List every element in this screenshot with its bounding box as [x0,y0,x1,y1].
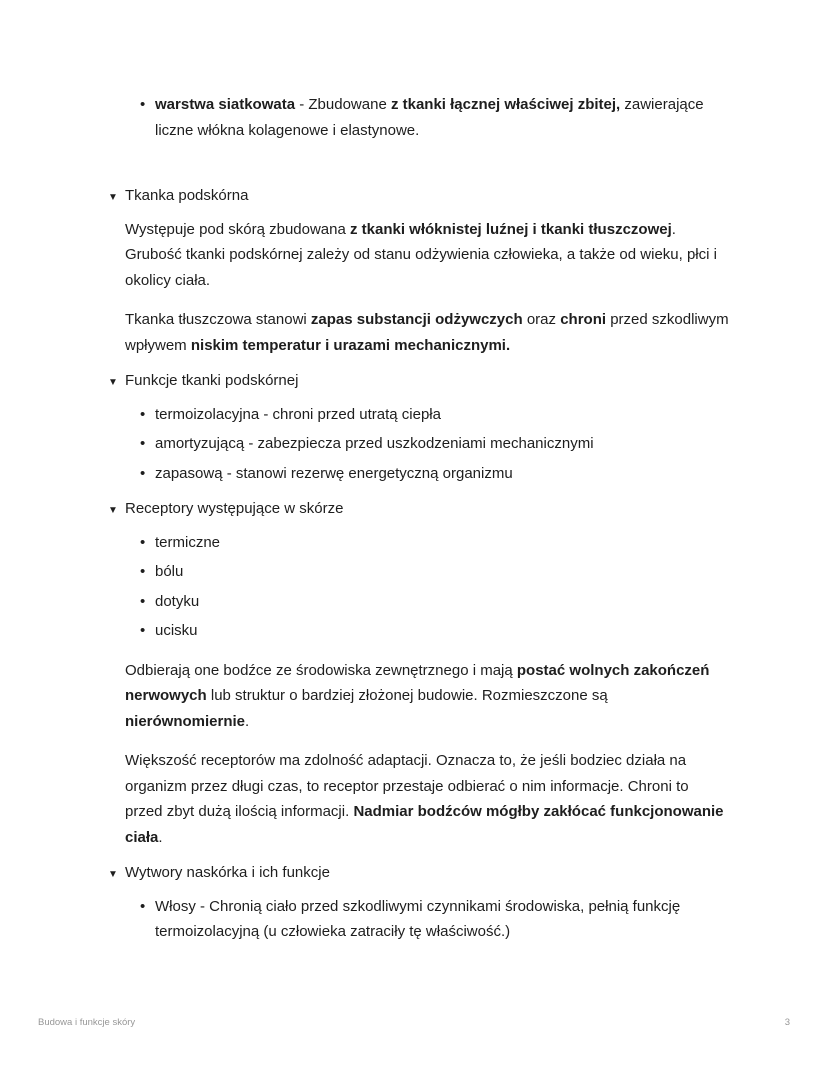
list-item [140,431,730,457]
toggle-header-tkanka-podskorna[interactable] [108,183,730,209]
list-item-text: zapasową - stanowi rezerwę energetyczną organizmu [155,464,513,482]
bold-text: zapas substancji odżywczych [310,311,523,328]
list-item [140,530,730,556]
text: . [158,828,163,846]
list-item-text: dotyku [155,592,200,610]
bullet-icon: • [140,897,146,915]
text: Włosy - Chronią ciało przed szkodliwymi czynnikami środowiska, pełnią funkcję termoizolacyjną (u człowieka zatraciły tę właściwość.) [155,897,681,940]
toggle-content [125,894,730,945]
document-content [108,88,730,949]
list-item-text: termiczne [155,533,221,551]
paragraph [125,658,730,735]
bullet-icon: • [140,563,146,580]
bold-text: z tkanki łącznej właściwej zbitej, [390,96,621,113]
bold-text: postać wolnych zakończeń nerwowych [125,661,710,704]
list-item [140,92,730,143]
toggle-label: Receptory występujące w skórze [125,500,344,517]
list-item [140,618,730,644]
list-item [140,894,730,945]
list-item [140,559,730,585]
triangle-down-icon[interactable]: ▼ [108,505,118,516]
toggle-label: Tkanka podskórna [125,187,249,204]
bold-text: Nadmiar bodźców mógłby zakłócać funkcjonowanie ciała [125,803,724,846]
paragraph [125,217,730,294]
bullet-icon: • [140,464,146,482]
text: Odbierają one bodźce ze środowiska zewnętrznego i mają [125,661,517,679]
text: Tkanka tłuszczowa stanowi [125,311,311,328]
paragraph [125,748,730,850]
page-footer [38,1015,790,1031]
triangle-down-icon[interactable]: ▼ [108,192,118,203]
list-item [140,402,730,428]
list-item [140,589,730,615]
toggle-content [125,530,730,851]
bold-text: warstwa siatkowata [155,96,296,113]
paragraph [125,307,730,358]
toggle-content [125,217,730,359]
bullet-icon: • [140,96,146,113]
text: Większość receptorów ma zdolność adaptacji. Oznacza to, że jeśli bodziec działa na organizm przez długi czas, to receptor przestaje odbierać o nim informacje. Chroni to przed zbyt dużą ilością informacji. [125,752,689,820]
bullet-icon: • [140,435,146,452]
text: lub struktur o bardziej złożonej budowie. Rozmieszczone są [206,687,608,704]
list-item [140,461,730,487]
footer-document-title: Budowa i funkcje skóry [38,1016,136,1028]
toggle-header-funkcje-tkanki-podskornej[interactable] [108,368,730,394]
text: . [245,712,250,730]
bold-text: z tkanki włóknistej luźnej i tkanki tłuszczowej [350,220,672,238]
list-item-text [155,894,730,945]
triangle-down-icon[interactable]: ▼ [108,377,118,388]
bold-text: nierównomiernie [125,712,246,730]
list-item-text: termoizolacyjna - chroni przed utratą ciepła [155,405,441,423]
footer-page-number: 3 [784,1016,790,1028]
toggle-header-receptory[interactable] [108,496,730,522]
bold-text: niskim temperatur i urazami mechanicznymi. [190,336,511,354]
text: - Zbudowane [295,96,391,113]
bullet-icon: • [140,405,146,423]
list-item-text [155,92,730,143]
bullet-icon: • [140,592,146,610]
text: Występuje pod skórą zbudowana [125,220,350,238]
text: . Grubość tkanki podskórnej zależy od stanu odżywienia człowieka, a także od wieku, płci i okolicy ciała. [125,220,717,289]
toggle-label: Funkcje tkanki podskórnej [125,372,299,389]
list-item-text: amortyzującą - zabezpiecza przed uszkodzeniami mechanicznymi [155,435,594,452]
toggle-header-wytwory-naskorka[interactable] [108,860,730,886]
text: oraz [522,311,561,328]
list-item-text: ucisku [155,622,198,639]
text: przed szkodliwym wpływem [125,311,729,354]
toggle-content [125,402,730,487]
toggle-label: Wytwory naskórka i ich funkcje [125,864,330,881]
list-item-text: bólu [155,563,184,580]
triangle-down-icon[interactable]: ▼ [108,869,118,880]
bullet-icon: • [140,622,146,639]
bullet-icon: • [140,533,146,551]
bold-text: chroni [560,311,607,328]
text: zawierające liczne włókna kolagenowe i elastynowe. [155,96,704,139]
